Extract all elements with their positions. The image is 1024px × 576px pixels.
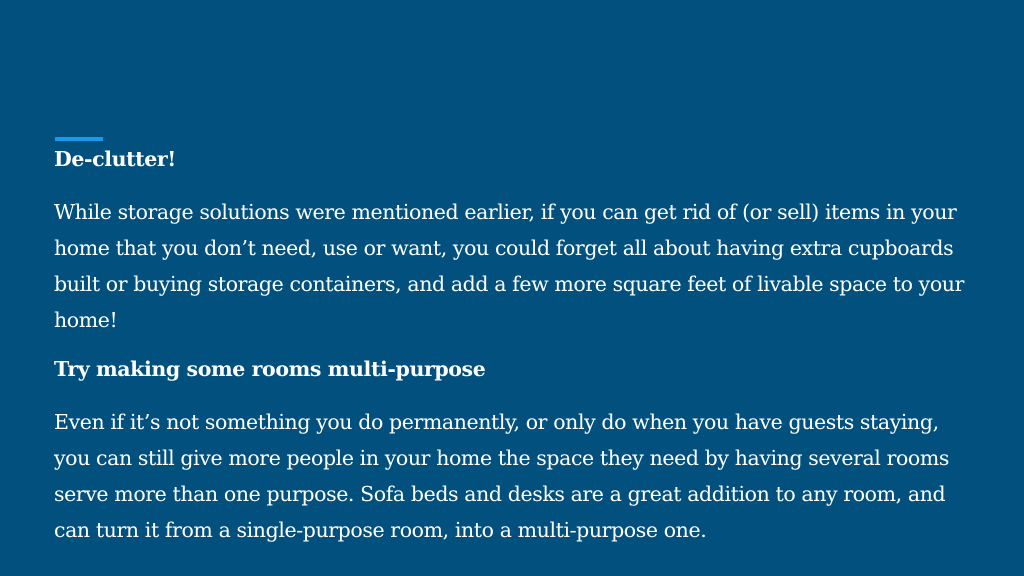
section-body-multi-purpose: Even if it’s not something you do permanently, or only do when you have guests staying, you can still give more people in your home the space they need by having several rooms serve more than one purpose. Sofa beds and desks are a great addition to any room, and can turn it from a single-purpose room, into a multi-purpose one. bbox=[54, 410, 950, 542]
section-heading-declutter: De-clutter! bbox=[54, 147, 176, 171]
accent-bar bbox=[55, 137, 103, 141]
section-body-declutter: While storage solutions were mentioned earlier, if you can get rid of (or sell) items in your home that you don’t need, use or want, you could forget all about having extra cupboards built or buying storage containers, and add a few more square feet of livable space to your home! bbox=[54, 200, 965, 332]
section-heading-multi-purpose: Try making some rooms multi-purpose bbox=[54, 357, 486, 381]
slide-content bbox=[54, 142, 974, 548]
